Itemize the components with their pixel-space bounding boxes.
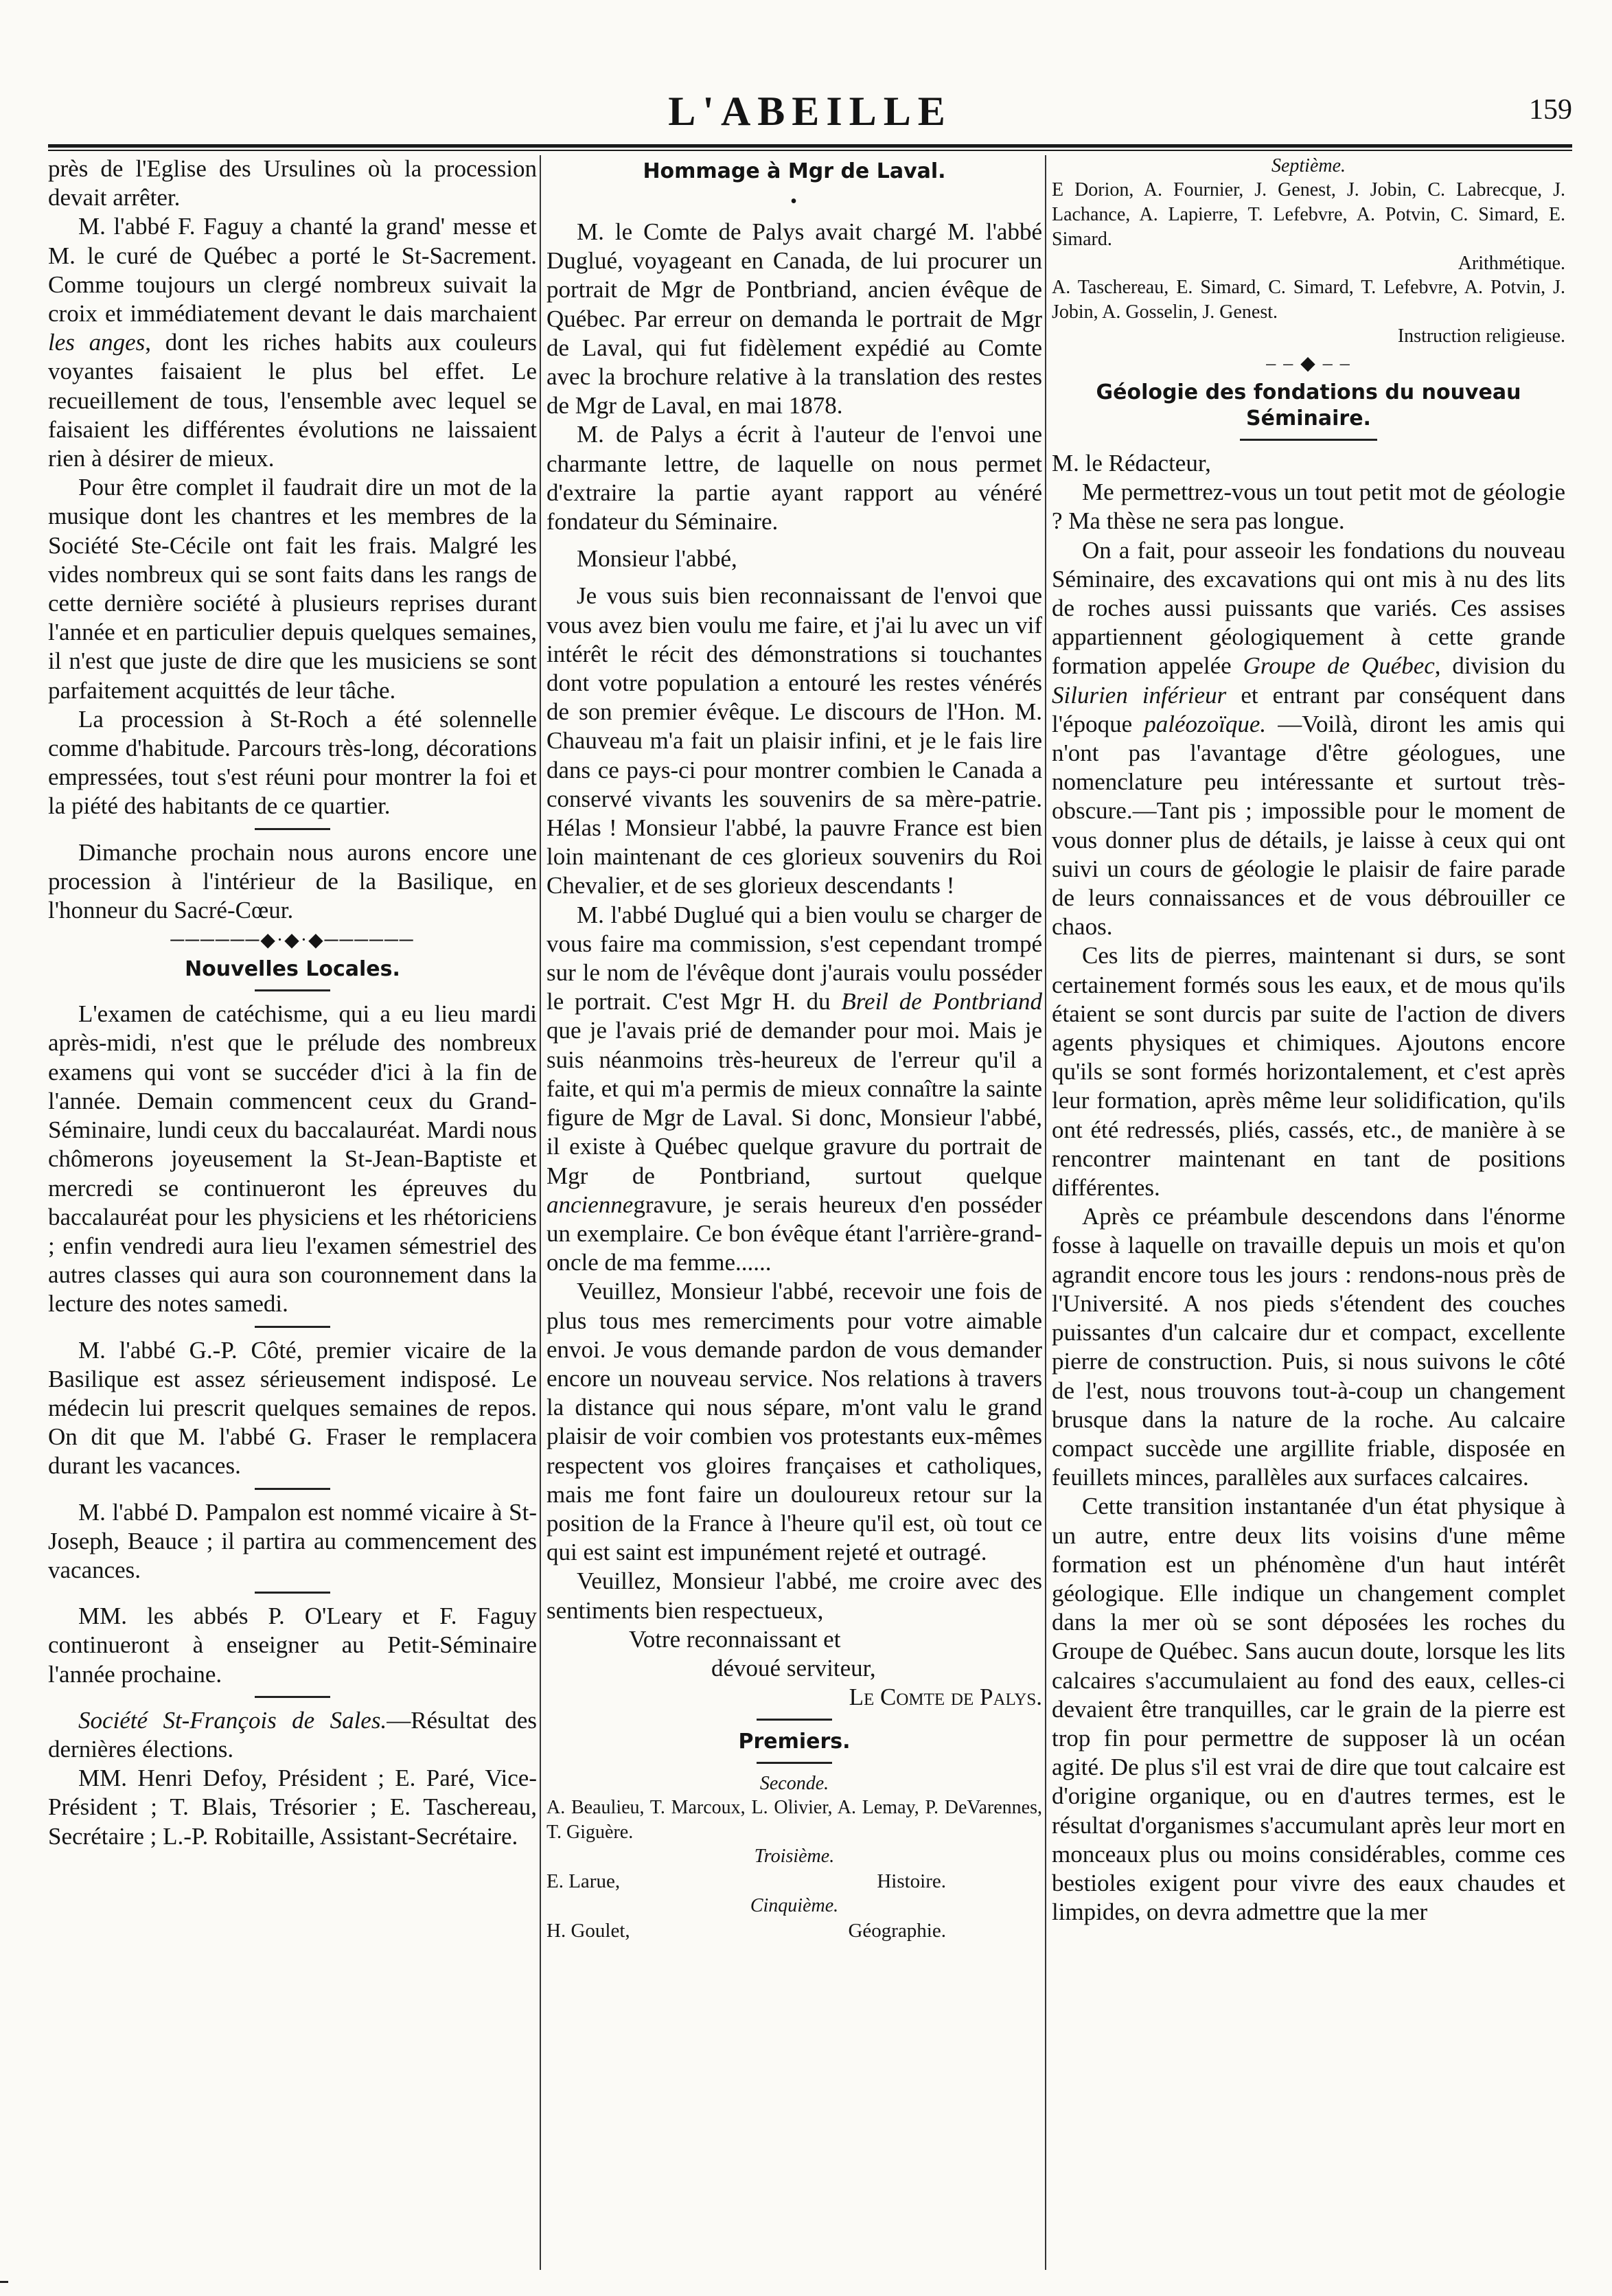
- column-2: [546, 154, 1042, 2255]
- paragraph: M. l'abbé D. Pampalon est nommé vicaire à St-Joseph, Beauce ; il partira au commencement des vacances.: [48, 1498, 537, 1583]
- subject-label: Instruction religieuse.: [1397, 325, 1565, 347]
- column-3: [1052, 154, 1565, 2255]
- paragraph: M. le Comte de Palys avait chargé M. l'abbé Duglué, voyageant en Canada, de lui procurer un portrait de Mgr de Pontbriand, ancien évêque de Québec. Par erreur on demanda le portrait de Mgr de Laval, qui fut fidèlement expédié au Comte avec la brochure relative à la translation des restes de Mgr de Laval, en mai 1878.: [546, 218, 1042, 420]
- paragraph: Dimanche prochain nous aurons encore une procession à l'intérieur de la Basilique, en l'honneur du Sacré-Cœur.: [48, 838, 537, 924]
- separator-rule: [255, 1696, 330, 1698]
- paragraph: La procession à St-Roch a été solennelle comme d'habitude. Parcours très-long, décorations empressées, tout s'est réuni pour montrer la foi et la piété des habitants de ce quartier.: [48, 705, 537, 820]
- paragraph: Ces lits de pierres, maintenant si durs, se sont certainement formés sous les eaux, et de mous qu'ils étaient se sont durcis par suite de l'action de divers agents physiques et chimiques. Ajoutons encore qu'ils se sont formés horizontalement, et c'est après leur formation, après même leur solidification, qu'ils ont été redressés, pliés, cassés, etc., de manière à se rencontrer maintenant en tant de positions différentes.: [1052, 942, 1565, 1202]
- separator-rule: [255, 828, 330, 830]
- page-edge-mark: [0, 2281, 8, 2283]
- letter-closing: dévoué serviteur,: [711, 1654, 876, 1681]
- section-heading-premiers: Premiers.: [738, 1730, 851, 1754]
- paragraph: On a fait, pour asseoir les fondations du nouveau Séminaire, des excavations qui ont mis à nu des lits de roches aussi puissants que variés. Ces assises appartiennent géologiquement à cette grande formation appelée Groupe de Québec, division du Silurien inférieur et entrant par conséquent dans l'époque paléozoïque. —Voilà, diront les amis qui n'ont pas l'avantage d'être géologues, une nomenclature peu intéressante et surtout très-obscure.—Tant pis ; impossible pour le moment de vous donner plus de détails, je laisse à ceux qui ont suivi un cours de géologie le plaisir de faire parade de leurs connaissances et de vous débrouiller ce chaos.: [1052, 536, 1565, 941]
- separator-rule: [1240, 439, 1377, 441]
- class-label-seconde: Seconde.: [759, 1773, 829, 1795]
- subject-label: Arithmétique.: [1458, 253, 1565, 274]
- paragraph: près de l'Eglise des Ursulines où la procession devait arrêter.: [48, 155, 537, 211]
- letter-salutation: Monsieur l'abbé,: [577, 545, 737, 573]
- column-1: [48, 154, 537, 2255]
- paragraph: Cette transition instantanée d'un état physique à un autre, entre deux lits voisins d'une même formation est un phénomène d'un haut intérêt géologique. Elle indique un changement complet dans la mer où se sont déposées les roches du Groupe de Québec. Sans aucun doute, lorsque les lits calcaires s'accumulaient au fond des eaux, celles-ci devaient être tranquilles, car le grain de la pierre est trop fin pour permettre de supposer là un océan agité. De plus s'il est vrai de dire que tout calcaire est d'origine organique, ou en d'autres termes, est le résultat d'organismes s'accumulant après leur mort en monceaux plus ou moins considérables, comme ces bestioles exigent pour vivre des eaux chaudes et limpides, on devra admettre que la mer: [1052, 1493, 1565, 1926]
- paragraph: M. de Palys a écrit à l'auteur de l'envoi une charmante lettre, de laquelle on nous permet d'extraire la partie ayant rapport au vénéré fondateur du Séminaire.: [546, 421, 1042, 536]
- section-heading-geologie: Géologie des fondations du nouveau Séminaire.: [1096, 380, 1521, 430]
- page-number: 159: [1529, 94, 1572, 126]
- paragraph: Me permettrez-vous un tout petit mot de géologie ? Ma thèse ne sera pas longue.: [1052, 479, 1565, 535]
- paragraph: L'examen de catéchisme, qui a eu lieu mardi après-midi, n'est que le prélude des nombreux examens qui vont se succéder d'ici à la fin de l'année. Demain commencent ceux du Grand-Séminaire, lundi ceux du baccalauréat. Mardi nous chômerons joyeusement la St-Jean-Baptiste et mercredi se continueront les épreuves du baccalauréat pour les physiciens et les rhétoriciens ; enfin vendredi aura lieu l'examen sémestriel des autres classes qui aura son couronnement dans la lecture des notes samedi.: [48, 1000, 537, 1318]
- paragraph: M. l'abbé F. Faguy a chanté la grand' messe et M. le curé de Québec a porté le St-Sacrement. Comme toujours un clergé nombreux suivait la croix et immédiatement devant le dais marchaient les anges, dont les riches habits aux couleurs voyantes faisaient le plus bel effet. Le recueillement de tous, l'ensemble avec lequel se faisaient les différentes évolutions ne laissaient rien à désirer de mieux.: [48, 213, 537, 472]
- separator-rule: [255, 1488, 330, 1490]
- ornament-divider: – – ◆ – –: [1266, 353, 1351, 374]
- letter-salutation: M. le Rédacteur,: [1052, 450, 1211, 477]
- letter-closing: Veuillez, Monsieur l'abbé, me croire avec des sentiments bien respectueux,: [546, 1568, 1042, 1624]
- paragraph: Pour être complet il faudrait dire un mot de la musique dont les chantres et les membres de la Société Ste-Cécile ont fait les frais. Malgré les vides nombreux qui se sont faits dans les rangs de cette dernière société à plusieurs reprises durant l'année et en particulier depuis quelques semaines, il n'est que juste de dire que les musiciens se sont parfaitement acquittés de leur tâche.: [48, 474, 537, 704]
- paragraph: Je vous suis bien reconnaissant de l'envoi que vous avez bien voulu me faire, et j'ai lu avec un vif intérêt le récit des démonstrations si touchantes dont votre population a entouré les restes vénérés de son premier évêque. Le discours de l'Hon. M. Chauveau m'a fait un plaisir infini, et je le fais lire dans ce pays-ci pour montrer combien le Canada a conservé vivants les souvenirs de sa mère-patrie. Hélas ! Monsieur l'abbé, la pauvre France est bien loin maintenant de ces glorieux souvenirs du Roi Chevalier, et de ses glorieux descendants !: [546, 582, 1042, 899]
- separator-rule: [255, 989, 330, 991]
- section-heading-hommage: Hommage à Mgr de Laval.: [643, 159, 946, 183]
- class-label-septieme: Septième.: [1271, 155, 1346, 176]
- paragraph: Veuillez, Monsieur l'abbé, recevoir une fois de plus tous mes remerciments pour votre aimable envoi. Je vous demande pardon de vous demander encore un nouveau service. Nos relations à travers la distance qui nous sépare, m'ont valu le grand plaisir de voir combien vos protestants eux-mêmes respectent vos gloires françaises et catholiques, mais me font faire un douloureux retour sur la position de la France à l'heure qu'il est, où tout ce qui est saint est impunément rejeté et outragé.: [546, 1278, 1042, 1566]
- section-heading-nouvelles-locales: Nouvelles Locales.: [185, 957, 400, 982]
- masthead-rule-thin: [48, 150, 1572, 151]
- ornament-divider: ──────◆·◆·◆──────: [170, 930, 415, 952]
- class-label-cinquieme: Cinquième.: [750, 1895, 839, 1917]
- signature: Le Comte de Palys.: [849, 1684, 1042, 1711]
- column-divider: [1045, 155, 1046, 2270]
- paragraph: Après ce préambule descendons dans l'énorme fosse à laquelle on travaille depuis un mois et qu'on agrandit encore tous les jours : rendons-nous près de l'Université. A nos pieds s'étendent des couches puissantes d'un calcaire dur et compact, excellente pierre de construction. Puis, si nous suivons le côté de l'est, nous trouvons tout-à-coup un changement brusque dans la nature de la roche. Au calcaire compact succède une argillite friable, disposée en feuillets minces, parallèles aux surfaces calcaires.: [1052, 1203, 1565, 1491]
- separator-rule: [757, 1719, 832, 1721]
- class-label-troisieme: Troisième.: [754, 1846, 835, 1868]
- paragraph: Société St-François de Sales.—Résultat des dernières élections.: [48, 1706, 537, 1763]
- masthead-rule: [48, 144, 1572, 148]
- masthead: [48, 81, 1572, 157]
- paragraph: MM. Henri Defoy, Président ; E. Paré, Vice-Président ; T. Blais, Trésorier ; E. Taschereau, Secrétaire ; L.-P. Robitaille, Assistant-Secrétaire.: [48, 1765, 537, 1850]
- names-list: A. Beaulieu, T. Marcoux, L. Olivier, A. Lemay, P. DeVarennes, T. Giguère.: [546, 1797, 1042, 1844]
- separator-rule: [255, 1592, 330, 1594]
- names-list: E Dorion, A. Fournier, J. Genest, J. Jobin, C. Labrecque, J. Lachance, A. Lapierre, T. Lefebvre, A. Potvin, C. Simard, E. Simard.: [1052, 179, 1565, 250]
- prize-row: E. Larue, Histoire.: [546, 1870, 946, 1893]
- column-divider: [540, 155, 541, 2270]
- prize-row: H. Goulet, Géographie.: [546, 1920, 946, 1942]
- separator-rule: [255, 1326, 330, 1328]
- paragraph: MM. les abbés P. O'Leary et F. Faguy continueront à enseigner au Petit-Séminaire l'année prochaine.: [48, 1603, 537, 1688]
- names-list: A. Taschereau, E. Simard, C. Simard, T. Lefebvre, A. Potvin, J. Jobin, A. Gosselin, J. Genest.: [1052, 277, 1565, 323]
- separator-rule: [757, 1762, 832, 1764]
- newspaper-title: L'ABEILLE: [668, 89, 952, 134]
- paragraph: M. l'abbé Duglué qui a bien voulu se charger de vous faire ma commission, s'est cependant trompé sur le nom de l'évêque dont j'aurais voulu posséder le portrait. C'est Mgr H. du Breil de Pontbriand que je l'avais prié de demander pour moi. Mais je suis néanmoins très-heureux de l'erreur qu'il a faite, et qui m'a permis de mieux connaître la sainte figure de Mgr de Laval. Si donc, Monsieur l'abbé, il existe à Québec quelque gravure du portrait de Mgr de Pontbriand, surtout quelque anciennegravure, je serais heureux d'en posséder un exemplaire. Ce bon évêque étant l'arrière-grand-oncle de ma femme......: [546, 901, 1042, 1276]
- paragraph: M. l'abbé G.-P. Côté, premier vicaire de la Basilique est assez sérieusement indisposé. Le médecin lui prescrit quelques semaines de repos. On dit que M. l'abbé G. Fraser le remplacera durant les vacances.: [48, 1336, 537, 1480]
- dot-divider: •: [790, 191, 798, 212]
- letter-closing: Votre reconnaissant et: [629, 1625, 841, 1653]
